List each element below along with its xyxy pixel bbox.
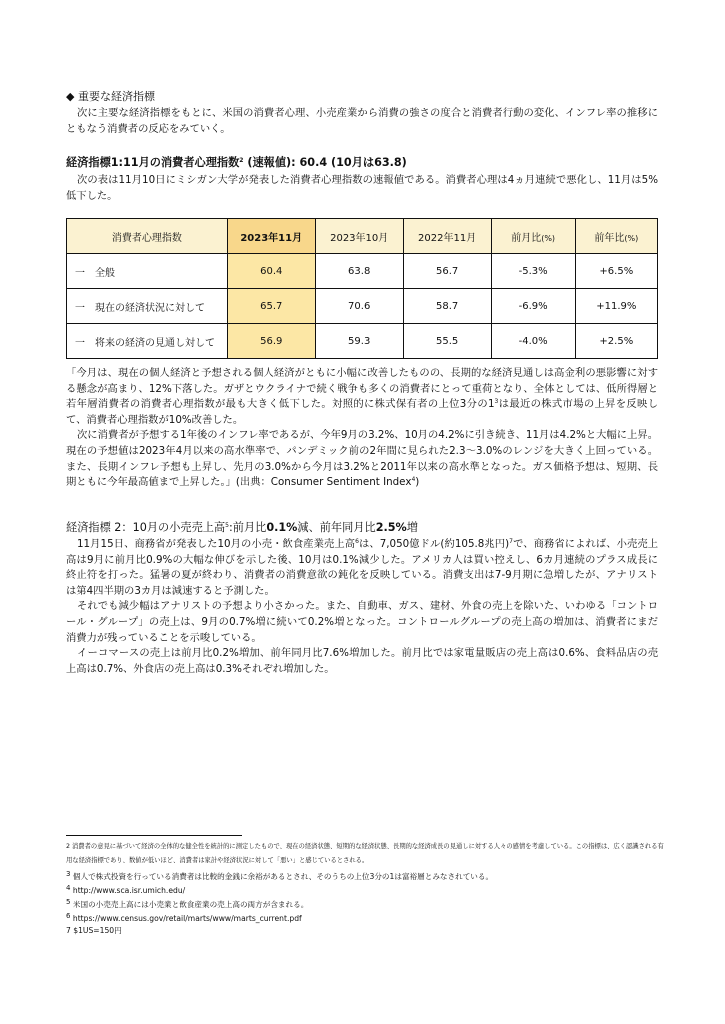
quote-p1-text: 「今月は、現在の個人経済と予想される個人経済がともに小幅に改善したものの、長期的な経済見通しは高金利の悪影響に対する懸念が高まり、12%下落した。ガザとウクライナで続く戦争も多くの消費者にとって重荷となり、全体としては、低所得層と若年層消費者の消費者心理指数が最も大きく低下した。対照的に株式保有者の上位3分の1 xyxy=(66,367,658,411)
table-cell: -5.3% xyxy=(491,254,575,289)
footnote-5 xyxy=(66,898,666,910)
table-header-2023-10: 2023年10月 xyxy=(315,219,403,254)
footnote-ref-7: 7 xyxy=(509,538,513,545)
table-cell: 63.8 xyxy=(315,254,403,289)
footnote-4 xyxy=(66,884,666,895)
quote-paragraph-2 xyxy=(66,428,658,490)
indicator2-heading-value-yoy: 2.5% xyxy=(375,521,407,534)
table-cell: +11.9% xyxy=(575,289,657,324)
indicator2-heading-main: 経済指標 2：10月の小売売上高 xyxy=(66,521,226,534)
indicator1-heading-rest: (速報値): 60.4 (10月は63.8) xyxy=(247,156,407,169)
indicator2-p1-text-mid: は、7,050億ドル(約105.8兆円) xyxy=(358,538,510,550)
table-header-yoy-label: 前年比 xyxy=(594,232,625,244)
indicator2-heading-end: 増 xyxy=(406,521,418,534)
indicator2-body xyxy=(66,537,658,677)
table-cell: -4.0% xyxy=(491,324,575,359)
table-header-2022-11: 2022年11月 xyxy=(403,219,491,254)
footnote-divider xyxy=(66,835,242,836)
indicator2-heading xyxy=(66,519,666,535)
table-cell: 59.3 xyxy=(315,324,403,359)
table-cell-label: 一 将来の経済の見通し対して xyxy=(67,324,228,359)
footnote-7: 7 $1US=150円 xyxy=(66,926,122,935)
quote-paragraph-1 xyxy=(66,367,658,426)
footnote-ref-2: 2 xyxy=(239,157,244,164)
table-row xyxy=(67,254,658,289)
footnote-5-text: 米国の小売売上高には小売業と飲食産業の売上高の両方が含まれる。 xyxy=(72,900,309,909)
table-cell: 56.9 xyxy=(227,324,315,359)
footnote-3-number: 3 xyxy=(66,870,71,878)
consumer-sentiment-table xyxy=(66,218,658,359)
indicator2-p1-text: 11月15日、商務省が発表した10月の小売・飲食産業売上高 xyxy=(77,538,356,550)
footnote-ref-3: 3 xyxy=(494,398,499,406)
table-header-yoy xyxy=(575,219,657,254)
section-title: ◆ 重要な経済指標 xyxy=(66,90,155,103)
indicator2-heading-mom: :前月比 xyxy=(229,521,267,534)
table-header-mom-unit: (%) xyxy=(541,233,556,243)
table-row xyxy=(67,289,658,324)
footnote-ref-4: 4 xyxy=(411,476,416,484)
indicator2-paragraph-2: それでも減少幅はアナリストの予想より小さかった。また、自動車、ガス、建材、外食の売上を除いた、いわゆる「コントロール・グループ」の売上は、9月の0.7%増に続いて0.2%増となった。コントロールグループの売上高の増加は、消費者にまだ消費力が残っていることを示唆している。 xyxy=(66,600,658,644)
footnote-6 xyxy=(66,912,666,923)
indicator1-paragraph-text: 次の表は11月10日にミシガン大学が発表した消費者心理指数の速報値である。消費者心理は4ヵ月連続で悪化し、11月は5%低下した。 xyxy=(66,174,658,202)
table-cell: 58.7 xyxy=(403,289,491,324)
indicator1-heading xyxy=(66,154,666,170)
table-header-row xyxy=(67,219,658,254)
footnote-ref-6: 6 xyxy=(355,538,359,545)
indicator2-p1-text-end: で、商務省によれば、小売売上高は9月に前月比0.9%の大幅な伸びを示した後、10月は0.1%減少した。アメリカ人は買い控えし、6カ月連続のプラス成長に終止符を打った。猛暑の夏が終わり、消費者の消費意欲の鈍化を反映している。消費支出は7-9月期に急増したが、アナリストは第4四半期の3カ月は減速すると予測した。 xyxy=(66,538,658,597)
indicator1-paragraph xyxy=(66,173,658,204)
footnote-4-number: 4 xyxy=(66,884,71,892)
table-row xyxy=(67,324,658,359)
table-cell: 60.4 xyxy=(227,254,315,289)
sentiment-quote xyxy=(66,366,658,491)
footnote-2: 2 消費者の意見に基づいて経済の全体的な健全性を統計的に測定したもので、現在の経済状態、短期的な経済状態、長期的な経済成長の見通しに対する人々の感情を考慮している。この指標は、広く認識される有用な経済指標であり、数値が低いほど、消費者は家計や経済状況に対して「悪い」と感じているとされる。 xyxy=(66,843,664,864)
indicator2-heading-yoy: 減、前年同月比 xyxy=(297,521,376,534)
section-intro xyxy=(66,106,658,137)
table-cell: 70.6 xyxy=(315,289,403,324)
table-cell-label: 一 現在の経済状況に対して xyxy=(67,289,228,324)
table-header-mom xyxy=(491,219,575,254)
table-cell: +2.5% xyxy=(575,324,657,359)
quote-p2-close: ) xyxy=(415,476,420,489)
table-header-index: 消費者心理指数 xyxy=(67,219,228,254)
indicator2-paragraph-3: イーコマースの売上は前月比0.2%増加、前年同月比7.6%増加した。前月比では家電量販店の売上高は0.6%、食料品店の売上高は0.7%、外食店の売上高は0.3%それぞれ増加した。 xyxy=(66,647,658,675)
table-cell: 56.7 xyxy=(403,254,491,289)
indicator2-paragraph-1 xyxy=(66,537,658,599)
table-cell: 55.5 xyxy=(403,324,491,359)
quote-p1-text-end: は最近の株式市場の上昇を反映して、消費者心理指数が10%改善した。 xyxy=(66,398,659,426)
table-cell: -6.9% xyxy=(491,289,575,324)
footnote-5-number: 5 xyxy=(66,898,71,906)
section-intro-text: 次に主要な経済指標をもとに、米国の消費者心理、小売産業から消費の強さの度合と消費者行動の変化、インフレ率の推移にともなう消費者の反応をみていく。 xyxy=(66,107,658,135)
footnote-ref-5: 5 xyxy=(225,522,229,529)
footnote-3 xyxy=(66,870,666,882)
table-header-yoy-unit: (%) xyxy=(624,233,639,243)
table-header-mom-label: 前月比 xyxy=(511,232,542,244)
footnote-6-link[interactable]: https://www.census.gov/retail/marts/www/marts_current.pdf xyxy=(72,914,302,923)
indicator2-heading-value-mom: 0.1% xyxy=(266,521,298,534)
table-cell-label: 一 全般 xyxy=(67,254,228,289)
table-cell: +6.5% xyxy=(575,254,657,289)
footnote-6-number: 6 xyxy=(66,912,71,920)
table-cell: 65.7 xyxy=(227,289,315,324)
footnote-4-link[interactable]: http://www.sca.isr.umich.edu/ xyxy=(72,886,186,895)
table-header-2023-11: 2023年11月 xyxy=(227,219,315,254)
indicator1-heading-main: 経済指標1:11月の消費者心理指数 xyxy=(66,156,240,169)
footnote-3-text: 個人で株式投資を行っている消費者は比較的金銭に余裕があるとされ、そのうちの上位3分の1は富裕層とみなされている。 xyxy=(72,872,494,881)
quote-p2-text: 次に消費者が予想する1年後のインフレ率であるが、今年9月の3.2%、10月の4.2%に引き続き、11月は4.2%と大幅に上昇。現在の予想値は2023年4月以来の高水準率で、パンデミック前の2年間に見られた2.3～3.0%のレンジを大きく上回っている。また、長期インフレ予想も上昇し、先月の3.0%から今月は3.2%と2011年以来の高水準となった。ガス価格予想は、短期、長期ともに今年最高値まで上昇した。」(出典：Consumer Sentiment Index xyxy=(66,429,658,489)
